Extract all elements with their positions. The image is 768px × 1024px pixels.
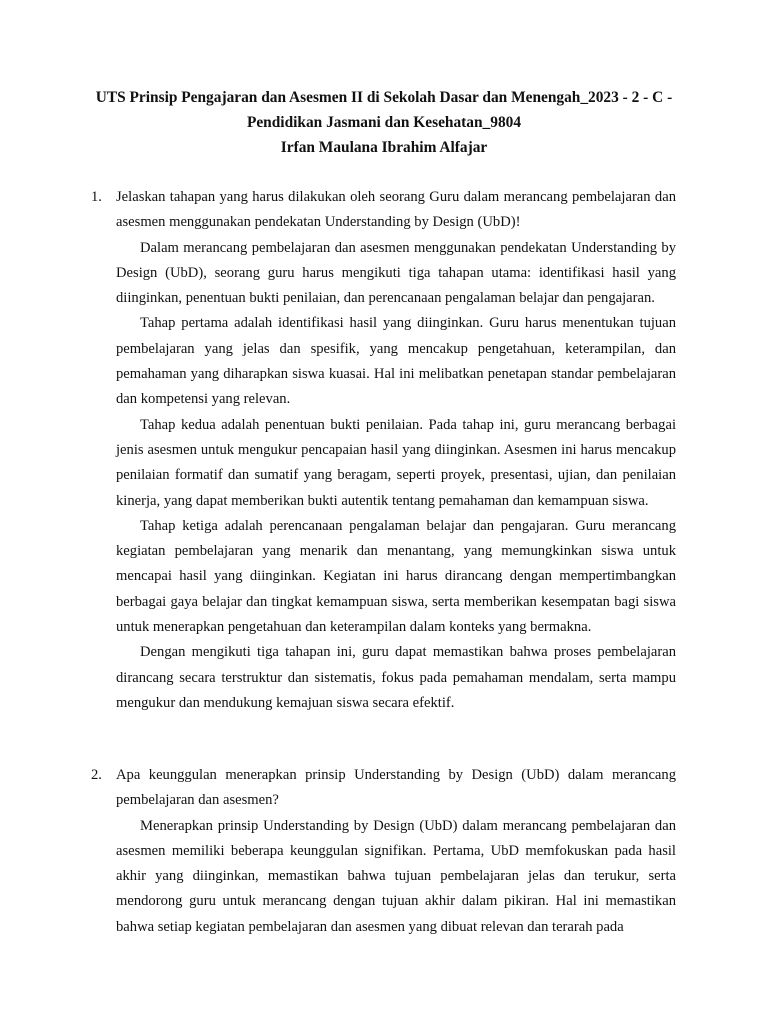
question-2-block: [116, 763, 676, 940]
question-1-paragraph: Tahap ketiga adalah perencanaan pengalaman belajar dan pengajaran. Guru merancang kegiatan pembelajaran yang menarik dan menantang, yang memungkinkan siswa untuk mencapai hasil yang diinginkan. Kegiatan ini harus dirancang dengan mempertimbangkan berbagai gaya belajar dan tingkat kemampuan siswa, serta memberikan kesempatan bagi siswa untuk menerapkan pengetahuan dan keterampilan dalam konteks yang bermakna.: [116, 517, 676, 636]
question-2-number: 2.: [91, 767, 102, 783]
document-title-line-2: Pendidikan Jasmani dan Kesehatan_9804: [246, 114, 522, 131]
question-1-number: 1.: [91, 189, 102, 205]
question-1-paragraph: Dalam merancang pembelajaran dan asesmen menggunakan pendekatan Understanding by Design (UbD), seorang guru harus mengikuti tiga tahapan utama: identifikasi hasil yang diinginkan, penentuan bukti penilaian, dan perencanaan pengalaman belajar dan pengajaran.: [116, 239, 676, 307]
question-1-text: Jelaskan tahapan yang harus dilakukan oleh seorang Guru dalam merancang pembelajaran dan asesmen menggunakan pendekatan Understanding by Design (UbD)!: [116, 189, 676, 231]
question-1-paragraph: Tahap pertama adalah identifikasi hasil yang diinginkan. Guru harus menentukan tujuan pembelajaran yang jelas dan spesifik, yang mencakup pengetahuan, keterampilan, dan pemahaman yang diharapkan siswa kuasai. Hal ini melibatkan penetapan standar pembelajaran dan kompetensi yang relevan.: [116, 315, 676, 408]
question-1-paragraph: Dengan mengikuti tiga tahapan ini, guru dapat memastikan bahwa proses pembelajaran dirancang secara terstruktur dan sistematis, fokus pada pemahaman mendalam, serta mampu mengukur dan mendukung kemajuan siswa secara efektif.: [116, 644, 676, 711]
document-author: Irfan Maulana Ibrahim Alfajar: [280, 139, 488, 156]
question-2-text: Apa keunggulan menerapkan prinsip Understanding by Design (UbD) dalam merancang pembelajaran dan asesmen?: [116, 767, 676, 809]
document-title-line-1: UTS Prinsip Pengajaran dan Asesmen II di Sekolah Dasar dan Menengah_2023 - 2 - C -: [95, 89, 673, 106]
question-2-paragraph: Menerapkan prinsip Understanding by Design (UbD) dalam merancang pembelajaran dan asesmen memiliki beberapa keunggulan signifikan. Pertama, UbD memfokuskan pada hasil akhir yang diinginkan, memastikan bahwa tujuan pembelajaran jelas dan terukur, serta mendorong guru untuk merancang dengan tujuan akhir dalam pikiran. Hal ini memastikan bahwa setiap kegiatan pembelajaran dan asesmen yang dibuat relevan dan terarah pada: [116, 817, 676, 935]
question-1-paragraph: Tahap kedua adalah penentuan bukti penilaian. Pada tahap ini, guru merancang berbagai jenis asesmen untuk mengukur pencapaian hasil yang diinginkan. Asesmen ini harus mencakup penilaian formatif dan sumatif yang beragam, seperti proyek, presentasi, ujian, dan penilaian kinerja, yang dapat memberikan bukti autentik tentang pemahaman dan kemampuan siswa.: [116, 416, 676, 509]
question-1-block: [116, 185, 676, 716]
